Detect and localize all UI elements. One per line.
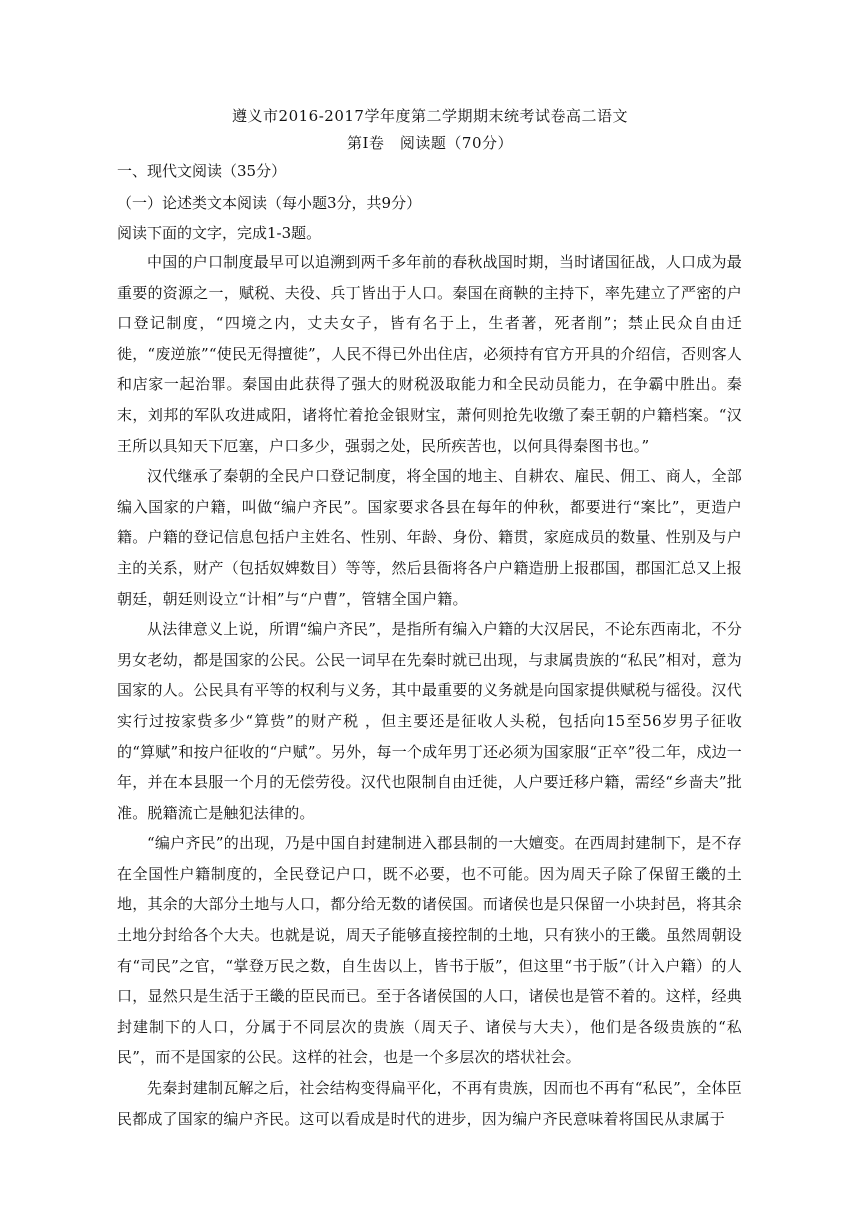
passage-paragraph-4: “编户齐民”的出现，乃是中国自封建制进入郡县制的一大嬗变。在西周封建制下，是不存在全国性户籍制度的，全民登记户口，既不必要，也不可能。因为周天子除了保留王畿的土地，其余的大部分土地与人口，都分给无数的诸侯国。而诸侯也是只保留一小块封邑，将其余土地分封给各个大夫。也就是说，周天子能够直接控制的土地，只有狭小的王畿。虽然周朝设有“司民”之官，“掌登万民之数，自生齿以上，皆书于版”，但这里“书于版”（计入户籍）的人口，显然只是生活于王畿的臣民而已。至于各诸侯国的人口，诸侯也是管不着的。这样，经典封建制下的人口，分属于不同层次的贵族（周天子、诸侯与大夫），他们是各级贵族的“私民”，而不是国家的公民。这样的社会，也是一个多层次的塔状社会。 [117, 834, 742, 1067]
passage-paragraph-2: 汉代继承了秦朝的全民户口登记制度，将全国的地主、自耕农、雇民、佣工、商人，全部编入国家的户籍，叫做“编户齐民”。国家要求各县在每年的仲秋，都要进行“案比”，更造户籍。户籍的登记信息包括户主姓名、性别、年龄、身份、籍贯，家庭成员的数量、性别及与户主的关系，财产（包括奴婢数目）等等，然后县衙将各户户籍造册上报郡国，郡国汇总又上报朝廷，朝廷则设立“计相”与“户曹”，管辖全国户籍。 [117, 467, 742, 608]
passage-paragraph-3: 从法律意义上说，所谓“编户齐民”，是指所有编入户籍的大汉居民，不论东西南北，不分男女老幼，都是国家的公民。公民一词早在先秦时就已出现，与隶属贵族的“私民”相对，意为国家的人。公民具有平等的权利与义务，其中最重要的义务就是向国家提供赋税与徭役。汉代实行过按家赀多少“算赀”的财产税 ，但主要还是征收人头税，包括向15至56岁男子征收的“算赋”和按户征收的“户赋”。另外，每一个成年男丁还必须为国家服“正卒”役二年，戍边一年，并在本县服一个月的无偿劳役。汉代也限制自由迁徙，人户要迁移户籍，需经“乡啬夫”批准。脱籍流亡是触犯法律的。 [117, 620, 742, 822]
reading-instruction: 阅读下面的文字，完成1-3题。 [117, 224, 322, 242]
reading-passage [117, 247, 742, 1134]
sub-heading: （一）论述类文本阅读（每小题3分，共9分） [117, 194, 422, 212]
part-heading: 一、现代文阅读（35分） [117, 162, 287, 180]
exam-title: 遵义市2016-2017学年度第二学期期末统考试卷高二语文 [232, 107, 628, 125]
passage-paragraph-1: 中国的户口制度最早可以追溯到两千多年前的春秋战国时期，当时诸国征战，人口成为最重要的资源之一，赋税、夫役、兵丁皆出于人口。秦国在商鞅的主持下，率先建立了严密的户口登记制度，“四境之内，丈夫女子，皆有名于上，生者著，死者削”；禁止民众自由迁徙，“废逆旅”“使民无得擅徙”，人民不得已外出住店，必须持有官方开具的介绍信，否则客人和店家一起治罪。秦国由此获得了强大的财税汲取能力和全民动员能力，在争霸中胜出。秦末，刘邦的军队攻进咸阳，诸将忙着抢金银财宝，萧何则抢先收缴了秦王朝的户籍档案。“汉王所以具知天下厄塞，户口多少，强弱之处，民所疾苦也，以何具得秦图书也。” [117, 253, 742, 455]
passage-paragraph-5: 先秦封建制瓦解之后，社会结构变得扁平化，不再有贵族，因而也不再有“私民”，全体臣民都成了国家的编户齐民。这可以看成是时代的进步，因为编户齐民意味着将国民从隶属于 [117, 1079, 742, 1128]
volume-title: 第Ⅰ卷 阅读题（70分） [346, 134, 513, 152]
